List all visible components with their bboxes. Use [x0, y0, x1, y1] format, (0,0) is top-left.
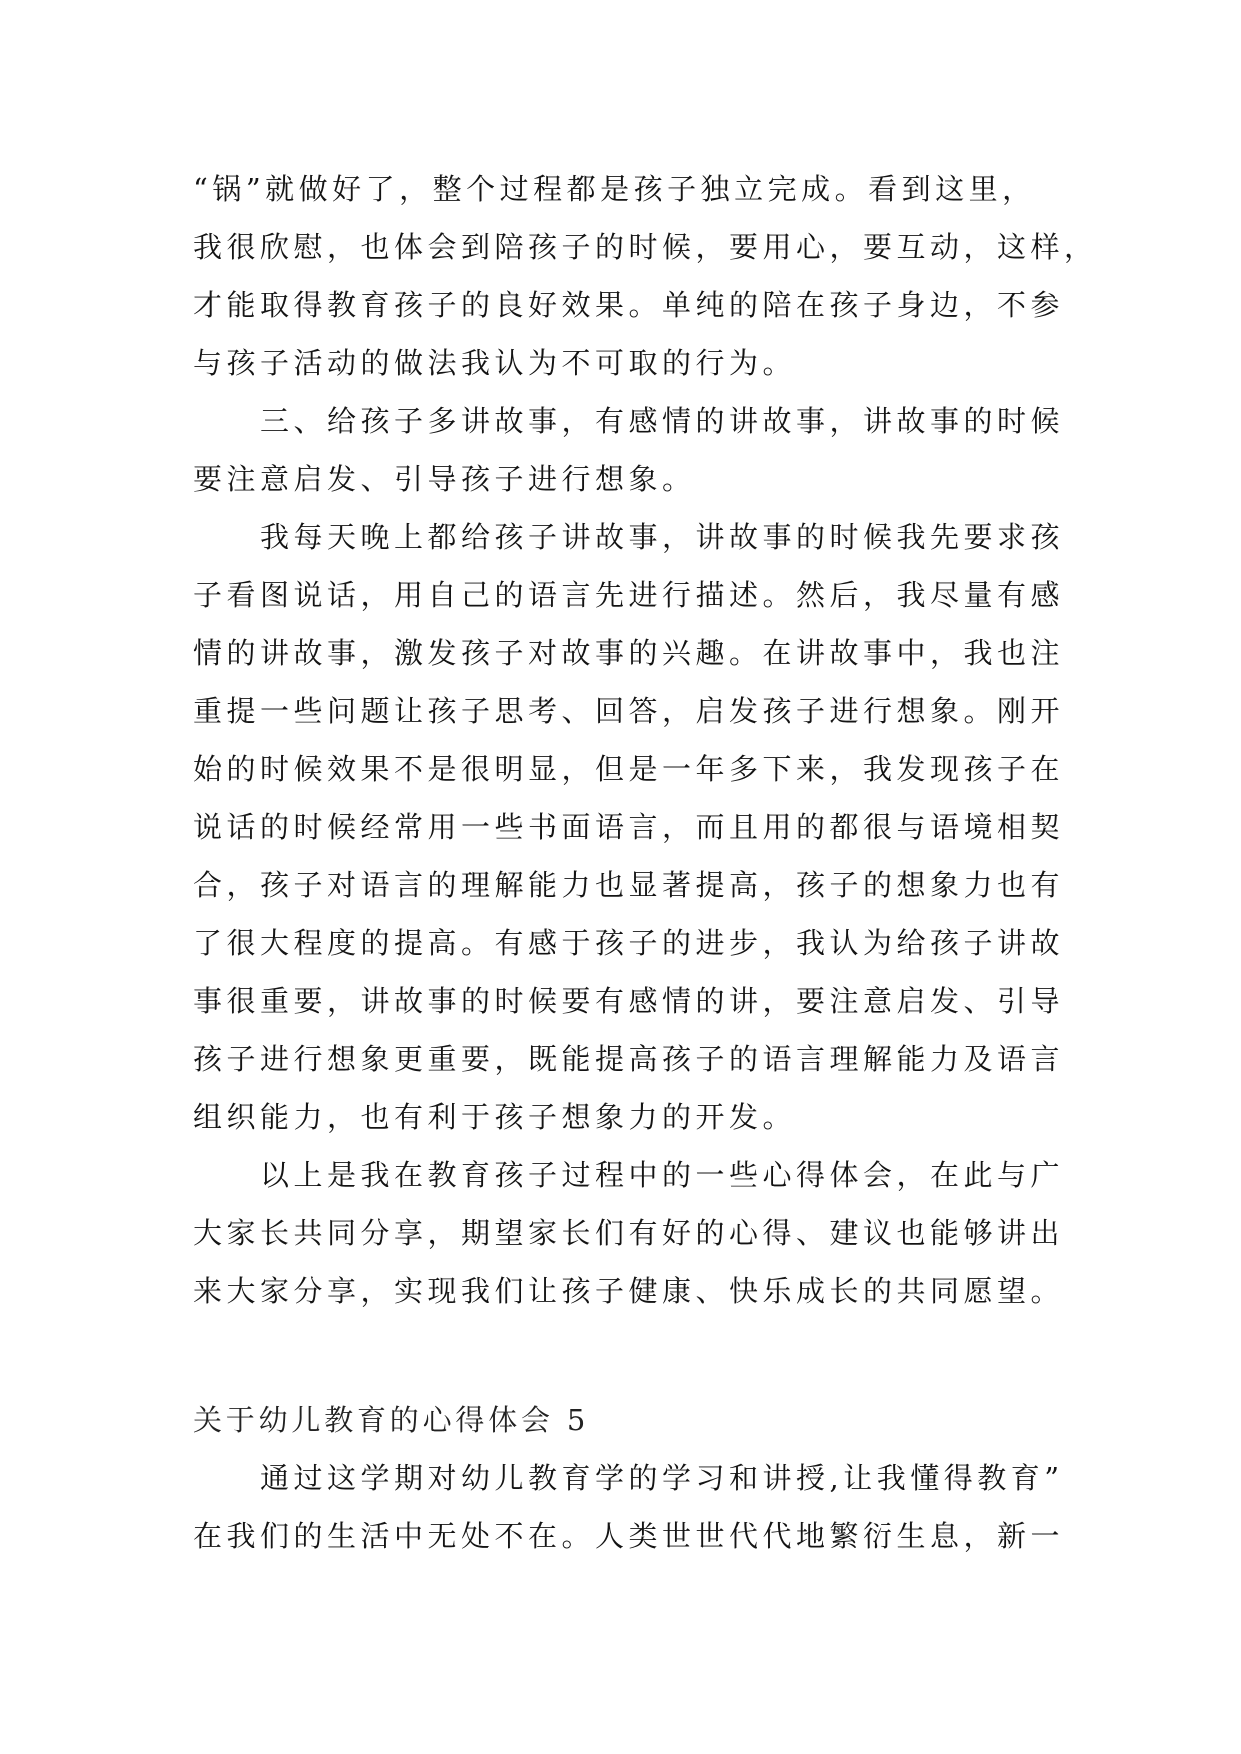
paragraph-line: 情的讲故事，激发孩子对故事的兴趣。在讲故事中，我也注 — [193, 636, 1065, 670]
section-heading: 关于幼儿教育的心得体会 5 — [193, 1403, 590, 1437]
paragraph-line: 我每天晚上都给孩子讲故事，讲故事的时候我先要求孩 — [260, 520, 1065, 554]
paragraph-line: 才能取得教育孩子的良好效果。单纯的陪在孩子身边，不参 — [193, 288, 1065, 322]
paragraph-line: 大家长共同分享，期望家长们有好的心得、建议也能够讲出 — [193, 1216, 1065, 1250]
paragraph-line: 事很重要，讲故事的时候要有感情的讲，要注意启发、引导 — [193, 984, 1065, 1018]
paragraph-line: 与孩子活动的做法我认为不可取的行为。 — [193, 346, 797, 380]
paragraph-line: 孩子进行想象更重要，既能提高孩子的语言理解能力及语言 — [193, 1042, 1065, 1076]
paragraph — [193, 508, 1153, 1146]
paragraph-line: 组织能力，也有利于孩子想象力的开发。 — [193, 1100, 797, 1134]
paragraph — [193, 1146, 1153, 1320]
paragraph — [193, 1449, 1153, 1565]
paragraph-line: 来大家分享，实现我们让孩子健康、快乐成长的共同愿望。 — [193, 1274, 1065, 1308]
paragraph-line: 在我们的生活中无处不在。人类世世代代地繁衍生息，新一 — [193, 1519, 1065, 1553]
paragraph-line: 子看图说话，用自己的语言先进行描述。然后，我尽量有感 — [193, 578, 1065, 612]
paragraph — [193, 392, 1153, 508]
paragraph-line: “锅”就做好了，整个过程都是孩子独立完成。看到这里， — [193, 172, 1036, 206]
paragraph-line: 重提一些问题让孩子思考、回答，启发孩子进行想象。刚开 — [193, 694, 1065, 728]
paragraph-line: 合，孩子对语言的理解能力也显著提高，孩子的想象力也有 — [193, 868, 1065, 902]
paragraph-line: 三、给孩子多讲故事，有感情的讲故事，讲故事的时候 — [260, 404, 1065, 438]
paragraph-line: 始的时候效果不是很明显，但是一年多下来，我发现孩子在 — [193, 752, 1065, 786]
paragraph-line: 以上是我在教育孩子过程中的一些心得体会，在此与广 — [260, 1158, 1065, 1192]
paragraph-line: 通过这学期对幼儿教育学的学习和讲授,让我懂得教育” — [260, 1461, 1064, 1495]
paragraph-line: 了很大程度的提高。有感于孩子的进步，我认为给孩子讲故 — [193, 926, 1065, 960]
document-body — [193, 160, 1153, 1565]
paragraph-line: 说话的时候经常用一些书面语言，而且用的都很与语境相契 — [193, 810, 1065, 844]
paragraph-line: 要注意启发、引导孩子进行想象。 — [193, 462, 696, 496]
paragraph — [193, 160, 1153, 392]
paragraph-line: 我很欣慰，也体会到陪孩子的时候，要用心，要互动，这样， — [193, 230, 1098, 264]
